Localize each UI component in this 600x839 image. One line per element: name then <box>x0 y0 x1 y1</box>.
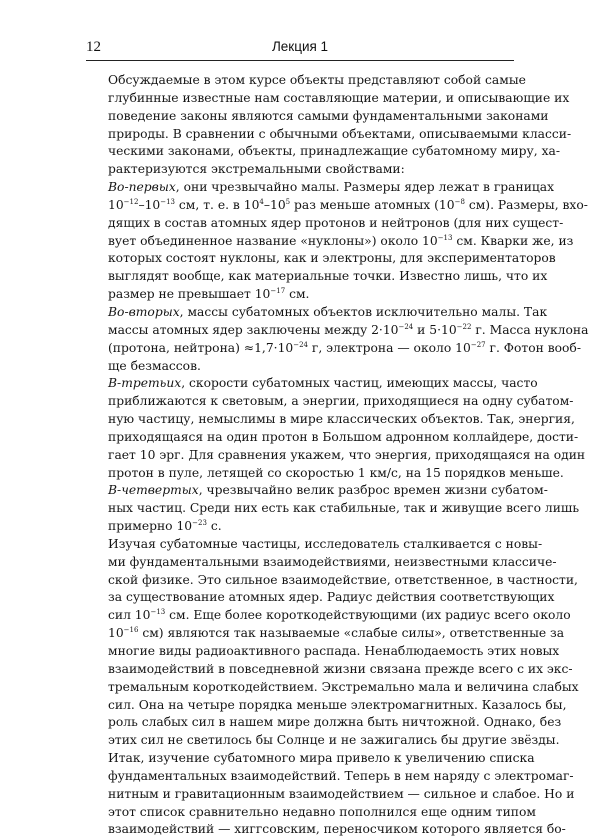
paragraph-first: Во-первых, они чрезвычайно малы. Размеры ядер лежат в границах $10^{-12}-10^{-13}$ см, т. е. в $10^4-10^5$ раз меньше атомных ($10^{-8}$ см). Размеры, вхо- дящих в состав атомных ядер протонов и нейтронов (для них сущест- вует объединенное название «нуклоны») около $10^{-13}$ см. Кварки же, из которых состоят нуклоны, как и электроны, для экспериментаторов выглядят вообще, как материальные точки. Известно лишь, что их размер не превышает $10^{-17}$ см. <box>108 180 588 302</box>
paragraph-higgs: Итак, изучение субатомного мира привело к увеличению списка фундаментальных взаимодействий. Теперь в нем наряду с электромаг- нитным и гравитационным взаимодействием — сильное и слабое. Но и этот список сравнительно недавно пополнился еще одним типом взаимодействий — хиггсовским, переносчиком которого является бо- <box>108 751 575 837</box>
header-rule <box>86 60 514 61</box>
page-number: 12 <box>86 39 101 55</box>
paragraph-third: В-третьих, скорости субатомных частиц, имеющих массы, часто приближаются к световым, а энергии, приходящиеся на одну субатом- ную частицу, немыслимы в мире классических объектов. Так, энергия, приходящаяся на один протон в Большом адронном коллайдере, дости- гает 10 эрг. Для сравнения укажем, что энергия, приходящаяся на один протон в пуле, летящей со скоростью 1 км/с, на 15 порядков меньше. <box>108 376 586 480</box>
lead-fourth: В-четвертых <box>108 483 199 498</box>
lead-third: В-третьих <box>108 376 182 391</box>
running-title: Лекция 1 <box>271 39 329 54</box>
paragraph-intro: Обсуждаемые в этом курсе объекты представляют собой самые глубинные известные нам составляющие материи, и описывающие их поведение законы являются самыми фундаментальными законами природы. В сравнении с обычными объектами, описываемыми класси- ческими законами, объекты, принадлежащие субатомному миру, ха- рактеризуются экстремальными свойствами: <box>108 73 572 177</box>
paragraph-fundamental-interactions: Изучая субатомные частицы, исследователь сталкивается с новы- ми фундаментальными взаимодействиями, неизвестными классиче- ской физике. Это сильное взаимодействие, ответственное, в частности, за существование атомных ядер. Радиус действия соответствующих сил $10^{-13}$ см. Еще более короткодействующими (их радиус всего около $10^{-16}$ см) являются так называемые «слабые силы», ответственные за многие виды радиоактивного распада. Ненаблюдаемость этих новых взаимодействий в повседневной жизни связана прежде всего с их экс- тремальным короткодействием. Экстремально мала и величина слабых сил. Она на четыре порядка меньше электромагнитных. Казалось бы, роль слабых сил в нашем мире должна быть ничтожной. Однако, без этих сил не светилось бы Солнце и не зажигались бы другие звёзды. <box>108 536 579 748</box>
paragraph-second: Во-вторых, массы субатомных объектов исключительно малы. Так массы атомных ядер заключены между $2\cdot 10^{-24}$ и $5\cdot 10^{-22}$ г. Масса нуклона (протона, нейтрона) $\approx 1,7\cdot 10^{-24}$ г, электрона — около $10^{-27}$ г. Фотон вооб- ще безмассов. <box>108 304 589 373</box>
lead-first: Во-первых <box>108 180 176 195</box>
paragraph-fourth: В-четвертых, чрезвычайно велик разброс времен жизни субатом- ных частиц. Среди них есть как стабильные, так и живущие всего лишь примерно $10^{-23}$ с. <box>108 483 580 534</box>
lead-second: Во-вторых <box>108 304 180 319</box>
body-text <box>86 72 589 839</box>
running-header <box>86 37 514 59</box>
